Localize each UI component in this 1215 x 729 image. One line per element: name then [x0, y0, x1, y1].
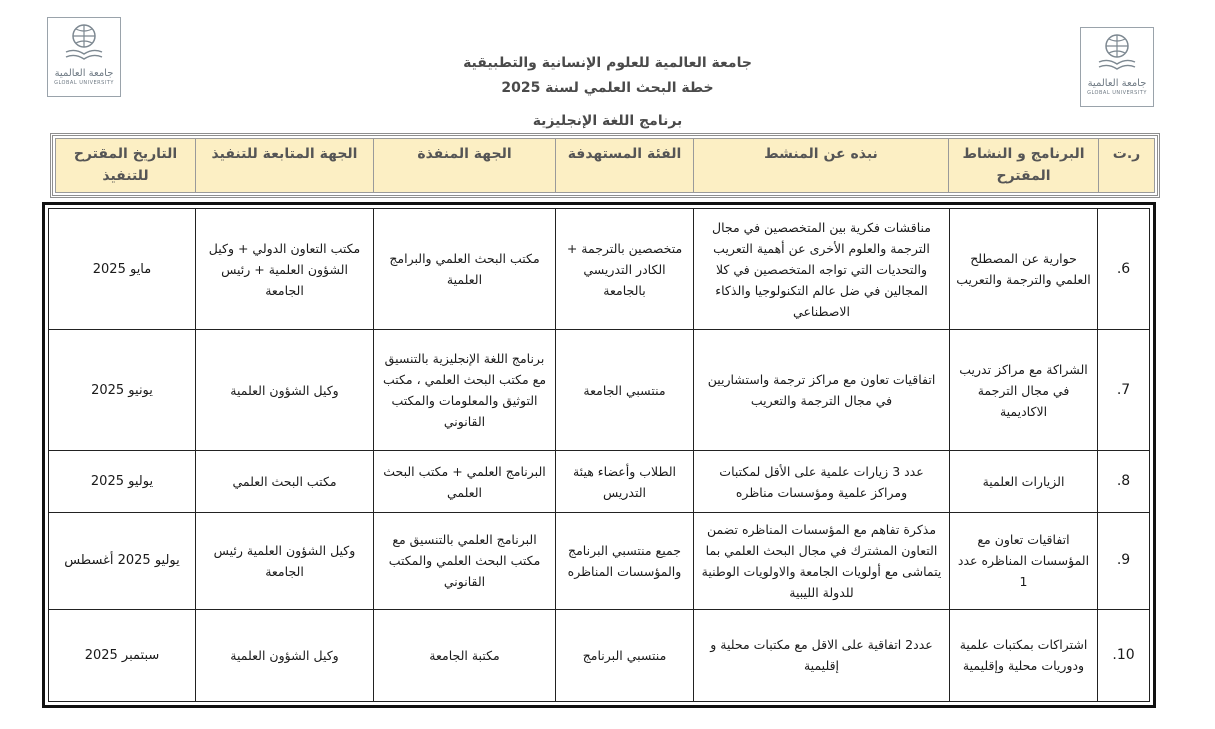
column-header-frame	[50, 133, 1160, 198]
cell-rt: 9.	[1098, 512, 1150, 609]
header-program-activity: البرنامج و النشاط المقترح	[949, 139, 1099, 193]
cell-summary: مذكرة تفاهم مع المؤسسات المناظره تضمن التعاون المشترك في مجال البحث العلمي بما يتماشى مع أولويات الجامعة والاولويات الوطنية للدولة الليبية	[694, 512, 950, 609]
header-summary: نبذه عن المنشط	[694, 139, 949, 193]
cell-target: منتسبي الجامعة	[556, 330, 694, 451]
header-rt: ر.ت	[1099, 139, 1155, 193]
cell-target: منتسبي البرنامج	[556, 609, 694, 701]
cell-implementer: مكتب البحث العلمي والبرامج العلمية	[374, 209, 556, 330]
cell-date: مايو 2025	[49, 209, 196, 330]
cell-target: جميع منتسبي البرنامج والمؤسسات المناظره	[556, 512, 694, 609]
plan-table	[48, 208, 1150, 702]
cell-date: يوليو 2025	[49, 451, 196, 512]
cell-summary: عدد2 اتفاقية على الاقل مع مكتبات محلية و إقليمية	[694, 609, 950, 701]
header-date: التاريخ المقترح للتنفيذ	[56, 139, 196, 193]
table-row	[49, 609, 1150, 701]
cell-activity: الشراكة مع مراكز تدريب في مجال الترجمة الاكاديمية	[950, 330, 1098, 451]
cell-rt: 10.	[1098, 609, 1150, 701]
cell-implementer: البرنامج العلمي بالتنسيق مع مكتب البحث العلمي والمكتب القانوني	[374, 512, 556, 609]
cell-implementer: برنامج اللغة الإنجليزية بالتنسيق مع مكتب البحث العلمي ، مكتب التوثيق والمعلومات والمكتب القانوني	[374, 330, 556, 451]
plan-title: خطة البحث العلمي لسنة 2025	[501, 80, 714, 96]
cell-activity: الزيارات العلمية	[950, 451, 1098, 512]
header-implementer: الجهة المنفذة	[374, 139, 556, 193]
cell-target: متخصصين بالترجمة + الكادر التدريسي بالجامعة	[556, 209, 694, 330]
logo-english-text: GLOBAL UNIVERSITY	[1087, 90, 1147, 96]
header-row	[56, 139, 1155, 193]
cell-date: سبتمبر 2025	[49, 609, 196, 701]
cell-target: الطلاب وأعضاء هيئة التدريس	[556, 451, 694, 512]
cell-implementer: مكتبة الجامعة	[374, 609, 556, 701]
table-row	[49, 209, 1150, 330]
cell-rt: 6.	[1098, 209, 1150, 330]
cell-follow-up: مكتب البحث العلمي	[196, 451, 374, 512]
cell-summary: اتفاقيات تعاون مع مراكز ترجمة واستشاريين في مجال الترجمة والتعريب	[694, 330, 950, 451]
university-title: جامعة العالمية للعلوم الإنسانية والتطبيقية	[463, 55, 752, 71]
cell-rt: 8.	[1098, 451, 1150, 512]
table-row	[49, 330, 1150, 451]
table-row	[49, 451, 1150, 512]
cell-follow-up: وكيل الشؤون العلمية	[196, 609, 374, 701]
header-target: الفئة المستهدفة	[556, 139, 694, 193]
logo-english-text: GLOBAL UNIVERSITY	[54, 80, 114, 86]
cell-follow-up: مكتب التعاون الدولي + وكيل الشؤون العلمية + رئيس الجامعة	[196, 209, 374, 330]
cell-activity: اشتراكات بمكتبات علمية ودوريات محلية وإقليمية	[950, 609, 1098, 701]
plan-table-frame	[42, 202, 1156, 708]
cell-follow-up: وكيل الشؤون العلمية رئيس الجامعة	[196, 512, 374, 609]
cell-implementer: البرنامج العلمي + مكتب البحث العلمي	[374, 451, 556, 512]
logo-arabic-text: جامعة العالمية	[54, 68, 114, 79]
column-header-table	[55, 138, 1155, 193]
program-title: برنامج اللغة الإنجليزية	[532, 113, 683, 129]
cell-summary: عدد 3 زيارات علمية على الأقل لمكتبات ومراكز علمية ومؤسسات مناظره	[694, 451, 950, 512]
cell-rt: 7.	[1098, 330, 1150, 451]
cell-summary: مناقشات فكرية بين المتخصصين في مجال الترجمة والعلوم الأخرى عن أهمية التعريب والتحديات التي تواجه المتخصصين في كلا المجالين في ضل عالم التكنولوجيا والذكاء الاصطناعي	[694, 209, 950, 330]
table-row	[49, 512, 1150, 609]
logo-arabic-text: جامعة العالمية	[1087, 78, 1147, 89]
cell-follow-up: وكيل الشؤون العلمية	[196, 330, 374, 451]
cell-date: يونيو 2025	[49, 330, 196, 451]
header-follow-up: الجهة المتابعة للتنفيذ	[196, 139, 374, 193]
cell-activity: حوارية عن المصطلح العلمي والترجمة والتعريب	[950, 209, 1098, 330]
cell-activity: اتفاقيات تعاون مع المؤسسات المناظره عدد 1	[950, 512, 1098, 609]
cell-date: يوليو 2025 أغسطس	[49, 512, 196, 609]
